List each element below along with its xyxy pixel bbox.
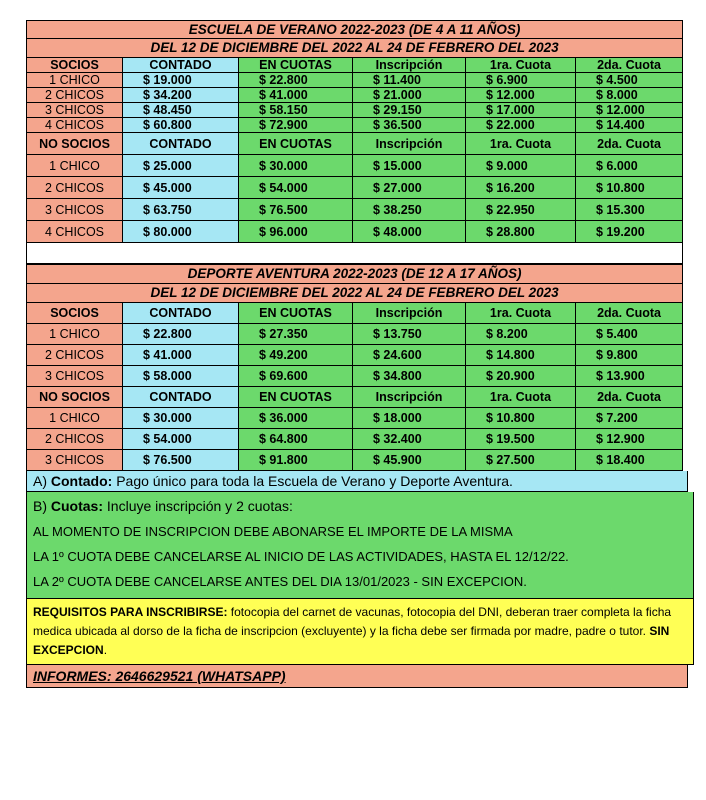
price-cell: $ 19.000 bbox=[123, 73, 239, 88]
price-cell: $ 12.000 bbox=[576, 103, 683, 118]
header-row bbox=[27, 303, 683, 324]
column-header: 2da. Cuota bbox=[576, 133, 683, 155]
row-label: 3 CHICOS bbox=[27, 450, 123, 471]
price-cell: $ 12.000 bbox=[466, 88, 576, 103]
price-cell: $ 6.900 bbox=[466, 73, 576, 88]
price-cell: $ 58.150 bbox=[239, 103, 353, 118]
table-row bbox=[27, 118, 683, 133]
table-row bbox=[27, 155, 683, 177]
price-cell: $ 22.800 bbox=[239, 73, 353, 88]
price-cell: $ 15.000 bbox=[353, 155, 466, 177]
price-cell: $ 64.800 bbox=[239, 429, 353, 450]
price-cell: $ 48.000 bbox=[353, 221, 466, 243]
table-row bbox=[27, 450, 683, 471]
column-header: 1ra. Cuota bbox=[466, 387, 576, 408]
price-cell: $ 22.800 bbox=[123, 324, 239, 345]
price-cell: $ 13.750 bbox=[353, 324, 466, 345]
note-contado bbox=[26, 471, 688, 492]
price-cell: $ 91.800 bbox=[239, 450, 353, 471]
table-row bbox=[27, 366, 683, 387]
deporte-aventura-table bbox=[26, 264, 683, 471]
note-b-line2: LA 1º CUOTA DEBE CANCELARSE AL INICIO DE LAS ACTIVIDADES, HASTA EL 12/12/22. bbox=[33, 549, 569, 564]
column-header: NO SOCIOS bbox=[27, 133, 123, 155]
table-row bbox=[27, 88, 683, 103]
price-cell: $ 9.000 bbox=[466, 155, 576, 177]
column-header: Inscripción bbox=[353, 387, 466, 408]
column-header: EN CUOTAS bbox=[239, 58, 353, 73]
price-cell: $ 63.750 bbox=[123, 199, 239, 221]
note-b-text: Incluye inscripción y 2 cuotas: bbox=[103, 498, 293, 514]
requisitos-text: fotocopia del carnet de vacunas, fotocopia del DNI, deberan traer completa la ficha medica ubicada al dorso de la ficha de inscripcion (excluyente) y la ficha debe ser firmada por madre, padre o tutor. bbox=[33, 605, 672, 638]
table-row bbox=[27, 73, 683, 88]
price-cell: $ 18.000 bbox=[353, 408, 466, 429]
column-header: 1ra. Cuota bbox=[466, 303, 576, 324]
column-header: 1ra. Cuota bbox=[466, 133, 576, 155]
price-cell: $ 41.000 bbox=[239, 88, 353, 103]
header-row bbox=[27, 58, 683, 73]
price-cell: $ 41.000 bbox=[123, 345, 239, 366]
price-cell: $ 5.400 bbox=[576, 324, 683, 345]
column-header: EN CUOTAS bbox=[239, 387, 353, 408]
escuela-verano-table bbox=[26, 20, 683, 264]
price-cell: $ 54.000 bbox=[239, 177, 353, 199]
row-label: 4 CHICOS bbox=[27, 118, 123, 133]
price-cell: $ 22.000 bbox=[466, 118, 576, 133]
price-cell: $ 14.800 bbox=[466, 345, 576, 366]
price-cell: $ 45.000 bbox=[123, 177, 239, 199]
informes-contact: INFORMES: 2646629521 (WHATSAPP) bbox=[26, 665, 688, 688]
column-header: CONTADO bbox=[123, 133, 239, 155]
row-label: 3 CHICOS bbox=[27, 199, 123, 221]
price-cell: $ 10.800 bbox=[466, 408, 576, 429]
price-cell: $ 27.350 bbox=[239, 324, 353, 345]
row-label: 3 CHICOS bbox=[27, 366, 123, 387]
row-label: 2 CHICOS bbox=[27, 88, 123, 103]
price-cell: $ 10.800 bbox=[576, 177, 683, 199]
price-cell: $ 60.800 bbox=[123, 118, 239, 133]
row-label: 1 CHICO bbox=[27, 408, 123, 429]
price-cell: $ 27.000 bbox=[353, 177, 466, 199]
price-cell: $ 16.200 bbox=[466, 177, 576, 199]
price-cell: $ 34.800 bbox=[353, 366, 466, 387]
price-sheet bbox=[26, 20, 682, 688]
price-cell: $ 80.000 bbox=[123, 221, 239, 243]
column-header: Inscripción bbox=[353, 303, 466, 324]
column-header: EN CUOTAS bbox=[239, 303, 353, 324]
row-label: 3 CHICOS bbox=[27, 103, 123, 118]
price-cell: $ 76.500 bbox=[239, 199, 353, 221]
price-cell: $ 8.200 bbox=[466, 324, 576, 345]
price-cell: $ 30.000 bbox=[239, 155, 353, 177]
price-cell: $ 20.900 bbox=[466, 366, 576, 387]
table-row bbox=[27, 221, 683, 243]
price-cell: $ 58.000 bbox=[123, 366, 239, 387]
row-label: 1 CHICO bbox=[27, 73, 123, 88]
row-label: 4 CHICOS bbox=[27, 221, 123, 243]
row-label: 2 CHICOS bbox=[27, 177, 123, 199]
price-cell: $ 11.400 bbox=[353, 73, 466, 88]
price-cell: $ 15.300 bbox=[576, 199, 683, 221]
price-cell: $ 22.950 bbox=[466, 199, 576, 221]
price-cell: $ 19.500 bbox=[466, 429, 576, 450]
column-header: 2da. Cuota bbox=[576, 58, 683, 73]
price-cell: $ 25.000 bbox=[123, 155, 239, 177]
column-header: 1ra. Cuota bbox=[466, 58, 576, 73]
table-row bbox=[27, 408, 683, 429]
row-label: 1 CHICO bbox=[27, 155, 123, 177]
price-cell: $ 18.400 bbox=[576, 450, 683, 471]
table-row bbox=[27, 199, 683, 221]
section1-title: ESCUELA DE VERANO 2022-2023 (DE 4 A 11 AÑOS) bbox=[27, 21, 683, 39]
row-label: 1 CHICO bbox=[27, 324, 123, 345]
price-cell: $ 72.900 bbox=[239, 118, 353, 133]
price-cell: $ 13.900 bbox=[576, 366, 683, 387]
requisitos-dot: . bbox=[103, 643, 108, 657]
table-row bbox=[27, 103, 683, 118]
price-cell: $ 38.250 bbox=[353, 199, 466, 221]
price-cell: $ 49.200 bbox=[239, 345, 353, 366]
price-cell: $ 48.450 bbox=[123, 103, 239, 118]
price-cell: $ 4.500 bbox=[576, 73, 683, 88]
s1-nosocios bbox=[27, 133, 683, 243]
section1-dates: DEL 12 DE DICIEMBRE DEL 2022 AL 24 DE FEBRERO DEL 2023 bbox=[27, 39, 683, 58]
note-b-prefix: B) bbox=[33, 498, 51, 514]
price-cell: $ 24.600 bbox=[353, 345, 466, 366]
column-header: Inscripción bbox=[353, 58, 466, 73]
note-b-label: Cuotas: bbox=[50, 498, 104, 514]
requisitos-label: REQUISITOS PARA INSCRIBIRSE: bbox=[33, 605, 228, 619]
price-cell: $ 45.900 bbox=[353, 450, 466, 471]
price-cell: $ 32.400 bbox=[353, 429, 466, 450]
row-label: 2 CHICOS bbox=[27, 429, 123, 450]
price-cell: $ 29.150 bbox=[353, 103, 466, 118]
column-header: 2da. Cuota bbox=[576, 303, 683, 324]
price-cell: $ 7.200 bbox=[576, 408, 683, 429]
note-b-line3: LA 2º CUOTA DEBE CANCELARSE ANTES DEL DIA 13/01/2023 - SIN EXCEPCION. bbox=[33, 574, 527, 589]
price-cell: $ 21.000 bbox=[353, 88, 466, 103]
column-header: SOCIOS bbox=[27, 303, 123, 324]
section2-title: DEPORTE AVENTURA 2022-2023 (DE 12 A 17 AÑOS) bbox=[27, 265, 683, 284]
spacer bbox=[27, 243, 683, 264]
s2-socios bbox=[27, 303, 683, 387]
column-header: Inscripción bbox=[353, 133, 466, 155]
price-cell: $ 14.400 bbox=[576, 118, 683, 133]
requisitos-end: SIN EXCEPCION bbox=[33, 624, 670, 657]
price-cell: $ 36.000 bbox=[239, 408, 353, 429]
row-label: 2 CHICOS bbox=[27, 345, 123, 366]
price-cell: $ 96.000 bbox=[239, 221, 353, 243]
price-cell: $ 36.500 bbox=[353, 118, 466, 133]
price-cell: $ 6.000 bbox=[576, 155, 683, 177]
note-a-text: Pago único para toda la Escuela de Verano y Deporte Aventura. bbox=[112, 473, 513, 489]
table-row bbox=[27, 324, 683, 345]
table-row bbox=[27, 429, 683, 450]
s1-socios bbox=[27, 58, 683, 133]
note-requisitos bbox=[26, 599, 694, 665]
price-cell: $ 30.000 bbox=[123, 408, 239, 429]
table-row bbox=[27, 345, 683, 366]
price-cell: $ 69.600 bbox=[239, 366, 353, 387]
price-cell: $ 34.200 bbox=[123, 88, 239, 103]
price-cell: $ 17.000 bbox=[466, 103, 576, 118]
price-cell: $ 76.500 bbox=[123, 450, 239, 471]
price-cell: $ 27.500 bbox=[466, 450, 576, 471]
column-header: CONTADO bbox=[123, 58, 239, 73]
column-header: CONTADO bbox=[123, 303, 239, 324]
note-b-line1: AL MOMENTO DE INSCRIPCION DEBE ABONARSE EL IMPORTE DE LA MISMA bbox=[33, 524, 513, 539]
section2-dates: DEL 12 DE DICIEMBRE DEL 2022 AL 24 DE FEBRERO DEL 2023 bbox=[27, 284, 683, 303]
price-cell: $ 12.900 bbox=[576, 429, 683, 450]
column-header: EN CUOTAS bbox=[239, 133, 353, 155]
price-cell: $ 8.000 bbox=[576, 88, 683, 103]
price-cell: $ 9.800 bbox=[576, 345, 683, 366]
price-cell: $ 28.800 bbox=[466, 221, 576, 243]
price-cell: $ 54.000 bbox=[123, 429, 239, 450]
note-cuotas bbox=[26, 492, 694, 599]
column-header: CONTADO bbox=[123, 387, 239, 408]
s2-nosocios bbox=[27, 387, 683, 471]
note-a-prefix: A) bbox=[33, 473, 51, 489]
table-row bbox=[27, 177, 683, 199]
column-header: NO SOCIOS bbox=[27, 387, 123, 408]
note-a-label: Contado: bbox=[50, 473, 113, 489]
column-header: SOCIOS bbox=[27, 58, 123, 73]
column-header: 2da. Cuota bbox=[576, 387, 683, 408]
price-cell: $ 19.200 bbox=[576, 221, 683, 243]
header-row bbox=[27, 133, 683, 155]
header-row bbox=[27, 387, 683, 408]
